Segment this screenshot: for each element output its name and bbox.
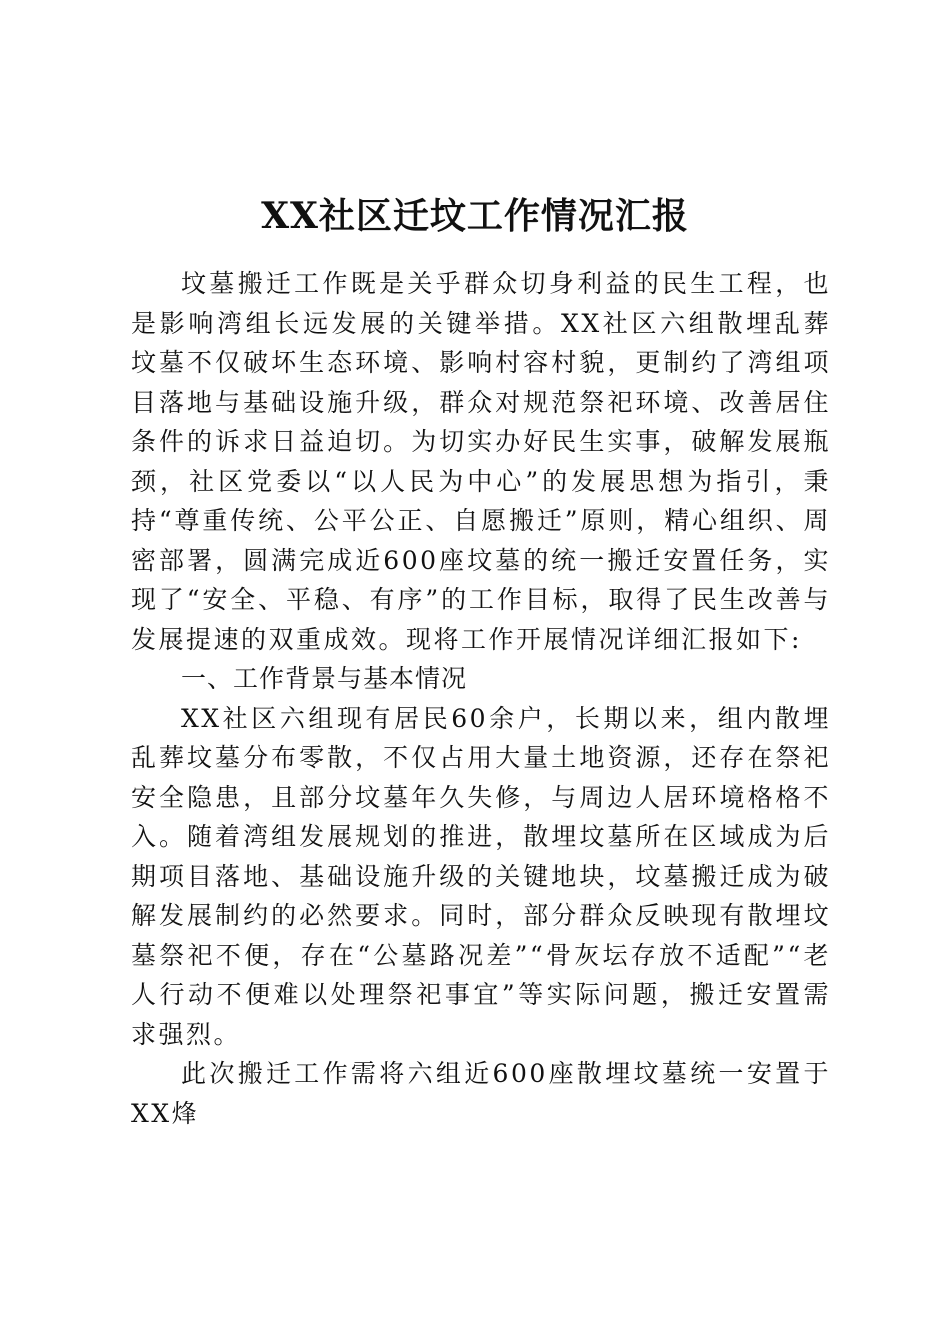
intro-paragraph: 坟墓搬迁工作既是关乎群众切身利益的民生工程，也是影响湾组长远发展的关键举措。XX社区六组散埋乱葬坟墓不仅破坏生态环境、影响村容村貌，更制约了湾组项目落地与基础设施升级，群众对规范祭祀环境、改善居住条件的诉求日益迫切。为切实办好民生实事，破解发展瓶颈，社区党委以“以人民为中心”的发展思想为指引，秉持“尊重传统、公平公正、自愿搬迁”原则，精心组织、周密部署，圆满完成近600座坟墓的统一搬迁安置任务，实现了“安全、平稳、有序”的工作目标，取得了民生改善与发展提速的双重成效。现将工作开展情况详细汇报如下: [131, 269, 831, 654]
document-body [131, 264, 831, 1133]
relocation-paragraph: 此次搬迁工作需将六组近600座散埋坟墓统一安置于XX烽 [131, 1059, 831, 1128]
background-paragraph: XX社区六组现有居民60余户，长期以来，组内散埋乱葬坟墓分布零散，不仅占用大量土地资源，还存在祭祀安全隐患，且部分坟墓年久失修，与周边人居环境格格不入。随着湾组发展规划的推进，散埋坟墓所在区域成为后期项目落地、基础设施升级的关键地块，坟墓搬迁成为破解发展制约的必然要求。同时，部分群众反映现有散埋坟墓祭祀不便，存在“公墓路况差”“骨灰坛存放不适配”“老人行动不便难以处理祭祀事宜”等实际问题，搬迁安置需求强烈。 [131, 703, 831, 1049]
document-title: XX社区迁坟工作情况汇报 [261, 195, 689, 238]
section-heading: 一、工作背景与基本情况 [181, 664, 468, 693]
